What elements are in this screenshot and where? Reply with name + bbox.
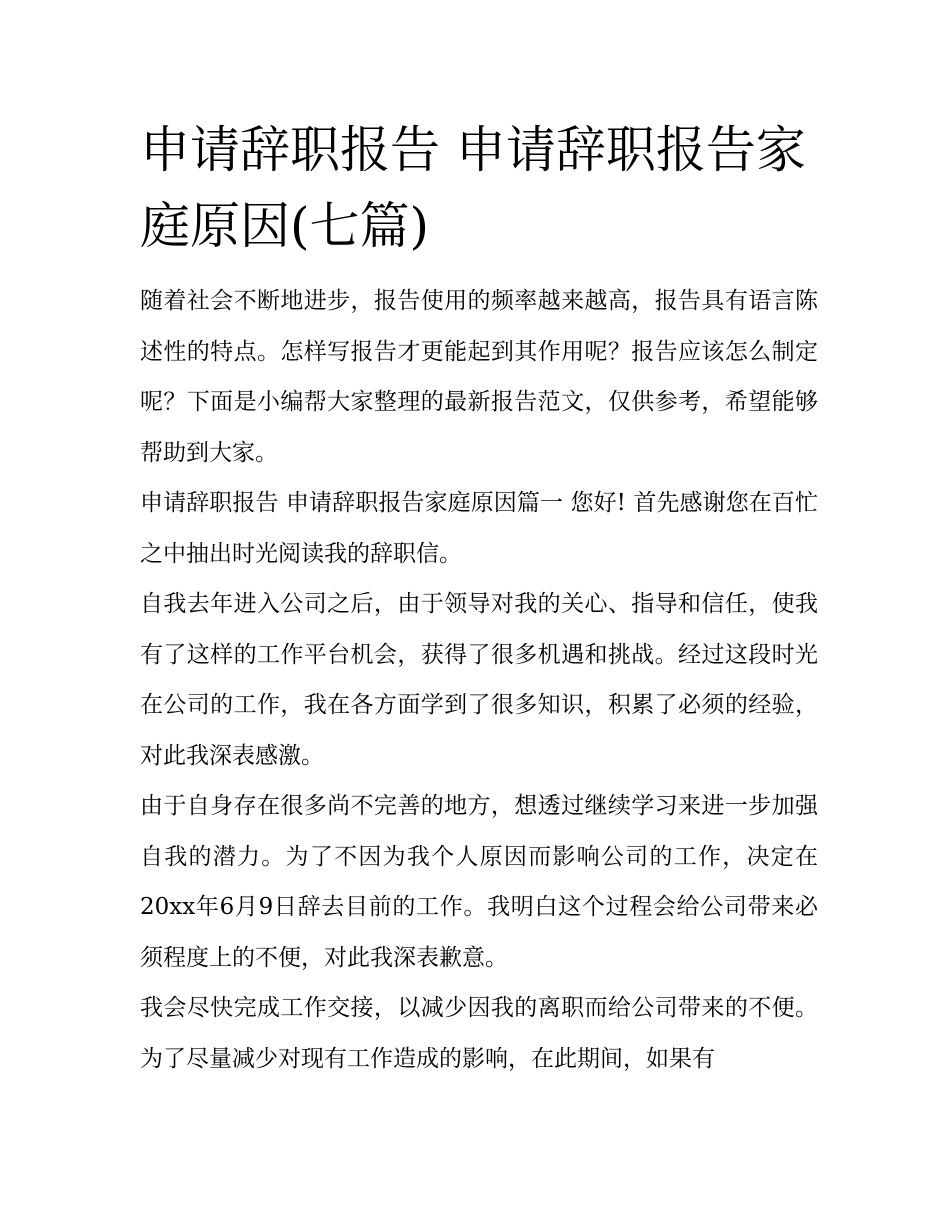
paragraph-intro: 随着社会不断地进步，报告使用的频率越来越高，报告具有语言陈述性的特点。怎样写报告才更能起到其作用呢？报告应该怎么制定呢？下面是小编帮大家整理的最新报告范文，仅供参考，希望能够帮助到大家。 (140, 288, 818, 466)
paragraph-salutation: 申请辞职报告 申请辞职报告家庭原因篇一 您好! 首先感谢您在百忙之中抽出时光阅读我的辞职信。 (140, 490, 818, 567)
paragraph-handover: 我会尽快完成工作交接，以减少因我的离职而给公司带来的不便。为了尽量减少对现有工作造成的影响，在此期间，如果有 (140, 995, 818, 1072)
paragraph-gratitude: 自我去年进入公司之后，由于领导对我的关心、指导和信任，使我有了这样的工作平台机会，获得了很多机遇和挑战。经过这段时光在公司的工作，我在各方面学到了很多知识，积累了必须的经验，对此我深表感激。 (140, 591, 818, 769)
document-body (140, 112, 818, 1084)
document-title: 申请辞职报告 申请辞职报告家庭原因(七篇) (140, 121, 806, 255)
paragraph-reason: 由于自身存在很多尚不完善的地方，想透过继续学习来进一步加强自我的潜力。为了不因为我个人原因而影响公司的工作，决定在20xx年6月9日辞去目前的工作。我明白这个过程会给公司带来必须程度上的不便，对此我深表歉意。 (140, 793, 818, 971)
